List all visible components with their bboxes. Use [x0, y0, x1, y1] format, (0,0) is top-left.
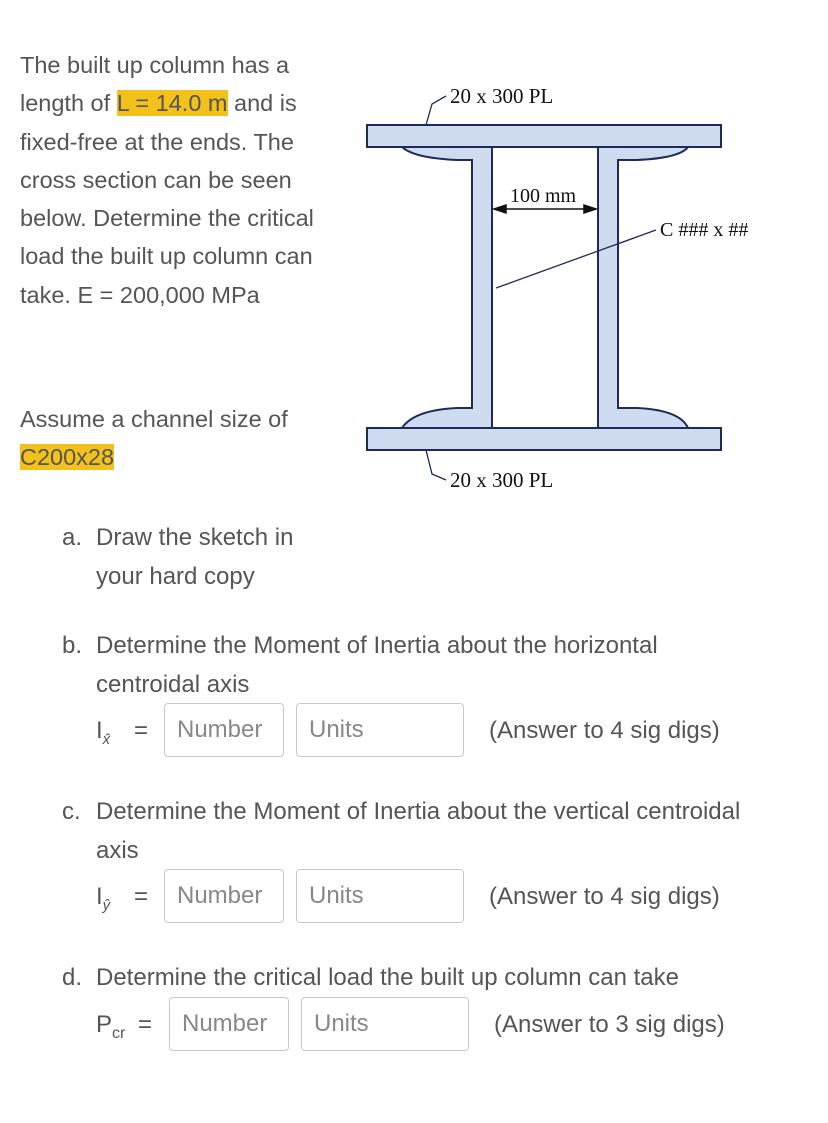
- question-d: [62, 958, 802, 998]
- ix-units-input[interactable]: Units: [296, 703, 464, 757]
- top-plate-label: 20 x 300 PL: [450, 84, 554, 108]
- problem-statement: [20, 46, 350, 314]
- question-d-text: Determine the critical load the built up column can take: [96, 964, 679, 991]
- cross-section-diagram: [352, 70, 782, 500]
- top-plate: [367, 125, 721, 147]
- question-b-letter: b.: [62, 632, 83, 659]
- iy-hint: (Answer to 4 sig digs): [489, 883, 720, 910]
- assumption-text: Assume a channel size of: [20, 406, 288, 432]
- iy-equals: =: [134, 883, 149, 910]
- question-a-text: Draw the sketch in your hard copy: [96, 524, 294, 590]
- pcr-symbol: $P_{cr}$: [96, 1011, 126, 1042]
- ix-symbol: $I_{x̂}$: [96, 717, 111, 748]
- answer-row-b: [96, 703, 756, 759]
- question-b-text: Determine the Moment of Inertia about the horizontal centroidal axis: [96, 632, 658, 698]
- intro-text-2: and is fixed-free at the ends. The cross section can be seen below. Determine the critical load the built up column can take. E = 200,000 MPa: [20, 90, 314, 308]
- bottom-plate-label: 20 x 300 PL: [450, 468, 554, 492]
- question-d-letter: d.: [62, 964, 83, 991]
- section-shapes: [367, 125, 721, 450]
- intro-text-1: The built up column has a length of: [20, 52, 290, 117]
- pcr-number-input[interactable]: Number: [169, 997, 289, 1051]
- ix-number-input[interactable]: Number: [164, 703, 284, 757]
- iy-number-input[interactable]: Number: [164, 869, 284, 923]
- pcr-hint: (Answer to 3 sig digs): [494, 1011, 725, 1038]
- length-highlight: L = 14.0 m: [116, 90, 228, 117]
- ix-equals: =: [134, 717, 149, 744]
- question-b: [62, 626, 782, 706]
- question-c-text: Determine the Moment of Inertia about the vertical centroidal axis: [96, 798, 741, 864]
- bottom-plate: [367, 428, 721, 450]
- spacing-label: 100 mm: [510, 185, 577, 207]
- answer-row-d: [96, 997, 766, 1053]
- channel-label: C ### x ##: [660, 219, 749, 241]
- iy-units-input[interactable]: Units: [296, 869, 464, 923]
- answer-row-c: [96, 869, 756, 925]
- ix-hint: (Answer to 4 sig digs): [489, 717, 720, 744]
- channel-size-highlight: C200x28: [20, 444, 115, 471]
- question-a: [62, 518, 362, 598]
- cross-section-figure: [352, 70, 782, 500]
- pcr-equals: =: [138, 1011, 153, 1038]
- assumption: [20, 400, 350, 477]
- iy-symbol: $I_ŷ$: [96, 883, 111, 914]
- pcr-units-input[interactable]: Units: [301, 997, 469, 1051]
- question-c-letter: c.: [62, 798, 81, 825]
- question-c: [62, 792, 782, 872]
- question-a-letter: a.: [62, 524, 83, 551]
- right-channel: [598, 147, 688, 428]
- left-channel: [402, 147, 492, 428]
